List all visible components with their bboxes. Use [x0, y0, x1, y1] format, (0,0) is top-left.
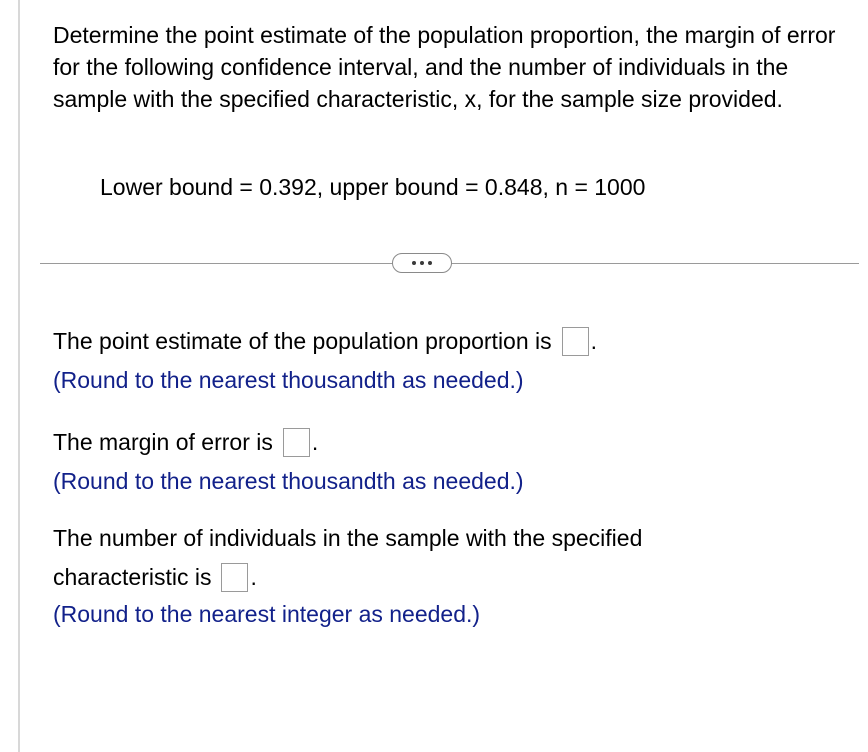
count-period: .: [250, 564, 257, 590]
more-options-button[interactable]: [392, 253, 452, 273]
margin-of-error-period: .: [311, 429, 319, 455]
point-estimate-row: [53, 325, 597, 357]
point-estimate-hint: (Round to the nearest thousandth as needed.): [53, 367, 524, 393]
given-values: Lower bound = 0.392, upper bound = 0.848, n = 1000: [100, 174, 646, 200]
ellipsis-icon: [412, 261, 416, 265]
count-label-line2: characteristic is: [53, 564, 212, 590]
count-label-line1: The number of individuals in the sample with the specified: [53, 525, 643, 551]
point-estimate-period: .: [590, 328, 598, 354]
margin-of-error-hint: (Round to the nearest thousandth as needed.): [53, 468, 524, 494]
ellipsis-icon: [428, 261, 432, 265]
ellipsis-icon: [420, 261, 424, 265]
question-prompt: Determine the point estimate of the population proportion, the margin of error for the following confidence interval, and the number of individuals in the sample with the specified characteristic, x, for the sample size provided.: [53, 22, 836, 112]
point-estimate-label: The point estimate of the population proportion is: [53, 328, 552, 354]
count-hint: (Round to the nearest integer as needed.): [53, 601, 481, 627]
left-border: [18, 0, 20, 752]
margin-of-error-input[interactable]: [283, 428, 310, 457]
margin-of-error-label: The margin of error is: [53, 429, 273, 455]
count-input[interactable]: [221, 563, 248, 592]
margin-of-error-row: [53, 426, 318, 458]
point-estimate-input[interactable]: [562, 327, 589, 356]
count-row: [53, 561, 257, 593]
